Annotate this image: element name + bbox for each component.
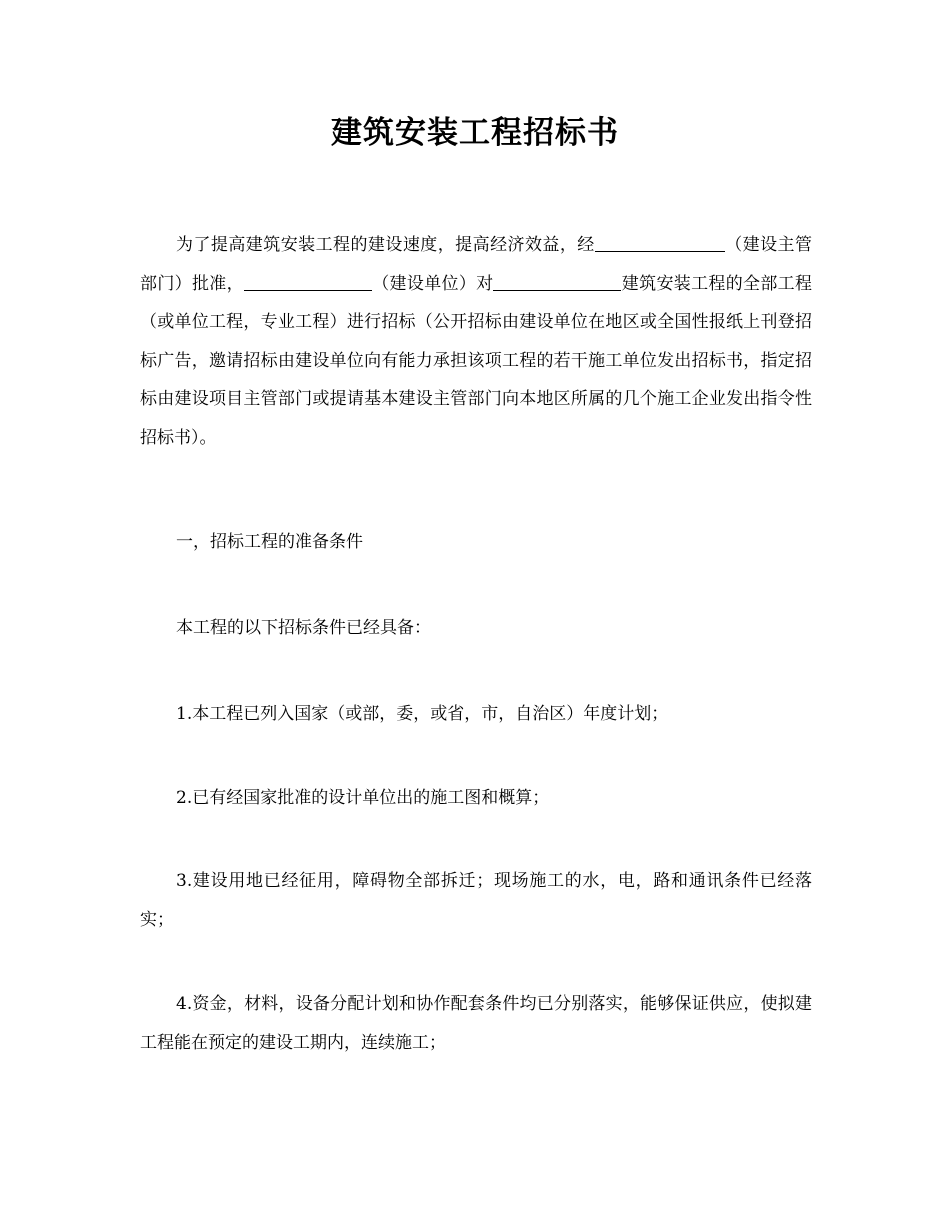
condition-item-4: 4.资金，材料，设备分配计划和协作配套条件均已分别落实，能够保证供应，使拟建工程能在预定的建设工期内，连续施工； — [140, 994, 812, 1053]
condition-item-3: 3.建设用地已经征用，障碍物全部拆迁；现场施工的水，电，路和通讯条件已经落实； — [140, 871, 812, 930]
conditions-intro: 本工程的以下招标条件已经具备： — [176, 618, 431, 638]
section-heading: 一，招标工程的准备条件 — [176, 532, 363, 552]
blank-construction-unit — [244, 272, 372, 291]
condition-item-2: 2.已有经国家批准的设计单位出的施工图和概算； — [176, 788, 550, 808]
intro-text-1: 为了提高建筑安装工程的建设速度，提高经济效益，经 — [176, 235, 595, 255]
blank-approval-department — [595, 233, 725, 252]
condition-item-1: 1.本工程已列入国家（或部，委，或省，市，自治区）年度计划； — [176, 704, 669, 724]
document-title: 建筑安装工程招标书 — [331, 115, 619, 151]
blank-project-name — [493, 272, 621, 291]
intro-text-2: （建设主管部门）批准， — [140, 235, 813, 294]
intro-paragraph — [140, 226, 812, 457]
intro-text-3: （建设单位）对 — [371, 273, 494, 294]
intro-text-4: 建筑安装工程的全部工程（或单位工程，专业工程）进行招标（公开招标由建设单位在地区或全国性报纸上刊登招标广告，邀请招标由建设单位向有能力承担该项工程的若干施工单位发出招标书，指定招标由建设项目主管部门或提请基本建设主管部门向本地区所属的几个施工企业发出指令性招标书）。 — [140, 273, 813, 448]
